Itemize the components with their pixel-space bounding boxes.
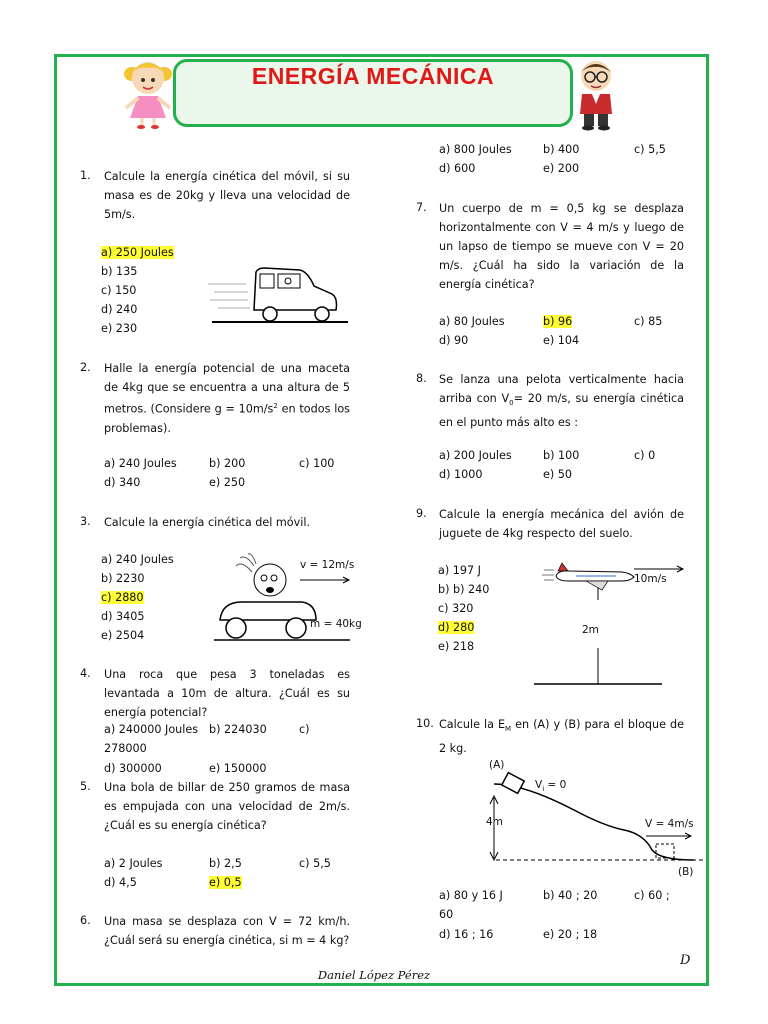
corner-mark: D bbox=[680, 953, 691, 968]
boy-illustration bbox=[572, 58, 622, 132]
q3-option-c: c) 2880 bbox=[101, 591, 144, 604]
q9-option-a: a) 197 J bbox=[438, 564, 481, 577]
question-10-text: Calcule la $E_M$ en (A) y (B) para el bloque de 2 kg. bbox=[439, 718, 684, 756]
q1-option-e: e) 230 bbox=[101, 322, 138, 335]
q6-option-b: b) 400 bbox=[543, 143, 580, 156]
q1-option-d: d) 240 bbox=[101, 303, 138, 316]
q8-option-d: d) 1000 bbox=[439, 468, 483, 481]
q10-option-c: c) 60 ; bbox=[634, 889, 670, 902]
car-illustration bbox=[208, 262, 350, 328]
q6-option-a: a) 800 Joules bbox=[439, 143, 512, 156]
q10-option-c-value: 60 bbox=[439, 908, 454, 921]
q5-option-c: c) 5,5 bbox=[299, 857, 331, 870]
question-4-number: 4. bbox=[80, 667, 91, 680]
q9-option-e: e) 218 bbox=[438, 640, 475, 653]
q7-option-b: b) 96 bbox=[543, 315, 573, 328]
q4-option-c-value: 278000 bbox=[104, 742, 147, 755]
q1-option-a: a) 250 Joules bbox=[101, 246, 174, 259]
q10-option-a: a) 80 y 16 J bbox=[439, 889, 503, 902]
question-1-text: Calcule la energía cinética del móvil, si su masa es de 20kg y lleva una velocidad de 5m/s. bbox=[104, 170, 350, 221]
q8-option-e: e) 50 bbox=[543, 468, 573, 481]
question-8-number: 8. bbox=[416, 372, 427, 385]
q1-option-c: c) 150 bbox=[101, 284, 137, 297]
q9-option-d: d) 280 bbox=[438, 621, 475, 634]
question-6-number: 6. bbox=[80, 914, 91, 927]
q8-option-c: c) 0 bbox=[634, 449, 656, 462]
q10-option-d: d) 16 ; 16 bbox=[439, 928, 494, 941]
q6-option-d: d) 600 bbox=[439, 162, 476, 175]
question-5-text: Una bola de billar de 250 gramos de masa es empujada con una velocidad de 2m/s. ¿Cuál es su energía cinética? bbox=[104, 781, 350, 832]
initial-velocity-label: $V_i = 0$ bbox=[535, 779, 567, 794]
question-10-number: 10. bbox=[416, 717, 434, 730]
q1-option-b: b) 135 bbox=[101, 265, 138, 278]
question-2-text: Halle la energía potencial de una maceta de 4kg que se encuentra a una altura de 5 metros. (Considere $g = 10m/s^2$ en todos los problemas). bbox=[104, 362, 350, 435]
question-8-text: Se lanza una pelota verticalmente hacia arriba con $V_0= 20$ m/s, su energía cinética en el punto más alto es : bbox=[439, 373, 684, 430]
airplane-height-diagram bbox=[530, 560, 692, 690]
height-4m-label: 4m bbox=[486, 816, 503, 828]
q7-option-c: c) 85 bbox=[634, 315, 663, 328]
question-2-number: 2. bbox=[80, 361, 91, 374]
q6-option-e: e) 200 bbox=[543, 162, 580, 175]
question-9-number: 9. bbox=[416, 507, 427, 520]
point-a-label: (A) bbox=[489, 759, 505, 771]
q9-velocity-label: 10m/s bbox=[634, 573, 667, 585]
question-3-text: Calcule la energía cinética del móvil. bbox=[104, 516, 311, 529]
question-3-number: 3. bbox=[80, 515, 91, 528]
question-4-text: Una roca que pesa 3 toneladas es levantada a 10m de altura. ¿Cuál es su energía potencial? bbox=[104, 668, 350, 719]
q4-option-d: d) 300000 bbox=[104, 762, 162, 775]
point-b-label: (B) bbox=[678, 866, 694, 878]
q7-option-e: e) 104 bbox=[543, 334, 580, 347]
question-7-text: Un cuerpo de m = 0,5 kg se desplaza horizontalmente con V = 4 m/s y luego de un lapso de tiempo se mueve con V = 20 m/s. ¿Cuál ha sido la variación de la energía cinética? bbox=[439, 202, 684, 291]
q4-option-a: a) 240000 Joules bbox=[104, 723, 199, 736]
q2-option-d: d) 340 bbox=[104, 476, 141, 489]
final-velocity-label: V = 4m/s bbox=[645, 818, 694, 830]
q3-option-b: b) 2230 bbox=[101, 572, 145, 585]
question-9-text: Calcule la energía mecánica del avión de juguete de 4kg respecto del suelo. bbox=[439, 508, 684, 540]
q3-option-a: a) 240 Joules bbox=[101, 553, 174, 566]
q8-option-b: b) 100 bbox=[543, 449, 580, 462]
q10-option-e: e) 20 ; 18 bbox=[543, 928, 598, 941]
q7-option-d: d) 90 bbox=[439, 334, 469, 347]
q9-option-c: c) 320 bbox=[438, 602, 474, 615]
q6-option-c: c) 5,5 bbox=[634, 143, 666, 156]
q10-option-b: b) 40 ; 20 bbox=[543, 889, 598, 902]
girl-illustration bbox=[120, 56, 178, 130]
q2-option-b: b) 200 bbox=[209, 457, 246, 470]
q2-option-c: c) 100 bbox=[299, 457, 335, 470]
q9-height-label: 2m bbox=[582, 624, 599, 636]
question-5-number: 5. bbox=[80, 780, 91, 793]
question-1-number: 1. bbox=[80, 169, 91, 182]
page-title: ENERGÍA MECÁNICA bbox=[251, 63, 495, 89]
q3-option-d: d) 3405 bbox=[101, 610, 145, 623]
q4-option-e: e) 150000 bbox=[209, 762, 267, 775]
q3-option-e: e) 2504 bbox=[101, 629, 145, 642]
q2-option-a: a) 240 Joules bbox=[104, 457, 177, 470]
q5-option-d: d) 4,5 bbox=[104, 876, 137, 889]
q9-option-b: b) b) 240 bbox=[438, 583, 490, 596]
q7-option-a: a) 80 Joules bbox=[439, 315, 505, 328]
q5-option-a: a) 2 Joules bbox=[104, 857, 163, 870]
q3-mass-label: m = 40kg bbox=[310, 618, 362, 630]
q4-option-b: b) 224030 bbox=[209, 723, 267, 736]
q8-option-a: a) 200 Joules bbox=[439, 449, 512, 462]
author-footer: Daniel López Pérez bbox=[317, 968, 431, 982]
q3-velocity-label: v = 12m/s bbox=[300, 559, 355, 571]
q4-option-c: c) bbox=[299, 723, 310, 736]
q5-option-b: b) 2,5 bbox=[209, 857, 242, 870]
q5-option-e: e) 0,5 bbox=[209, 876, 242, 889]
q2-option-e: e) 250 bbox=[209, 476, 246, 489]
question-7-number: 7. bbox=[416, 201, 427, 214]
question-6-text: Una masa se desplaza con V = 72 km/h. ¿Cuál será su energía cinética, si m = 4 kg? bbox=[104, 915, 350, 947]
